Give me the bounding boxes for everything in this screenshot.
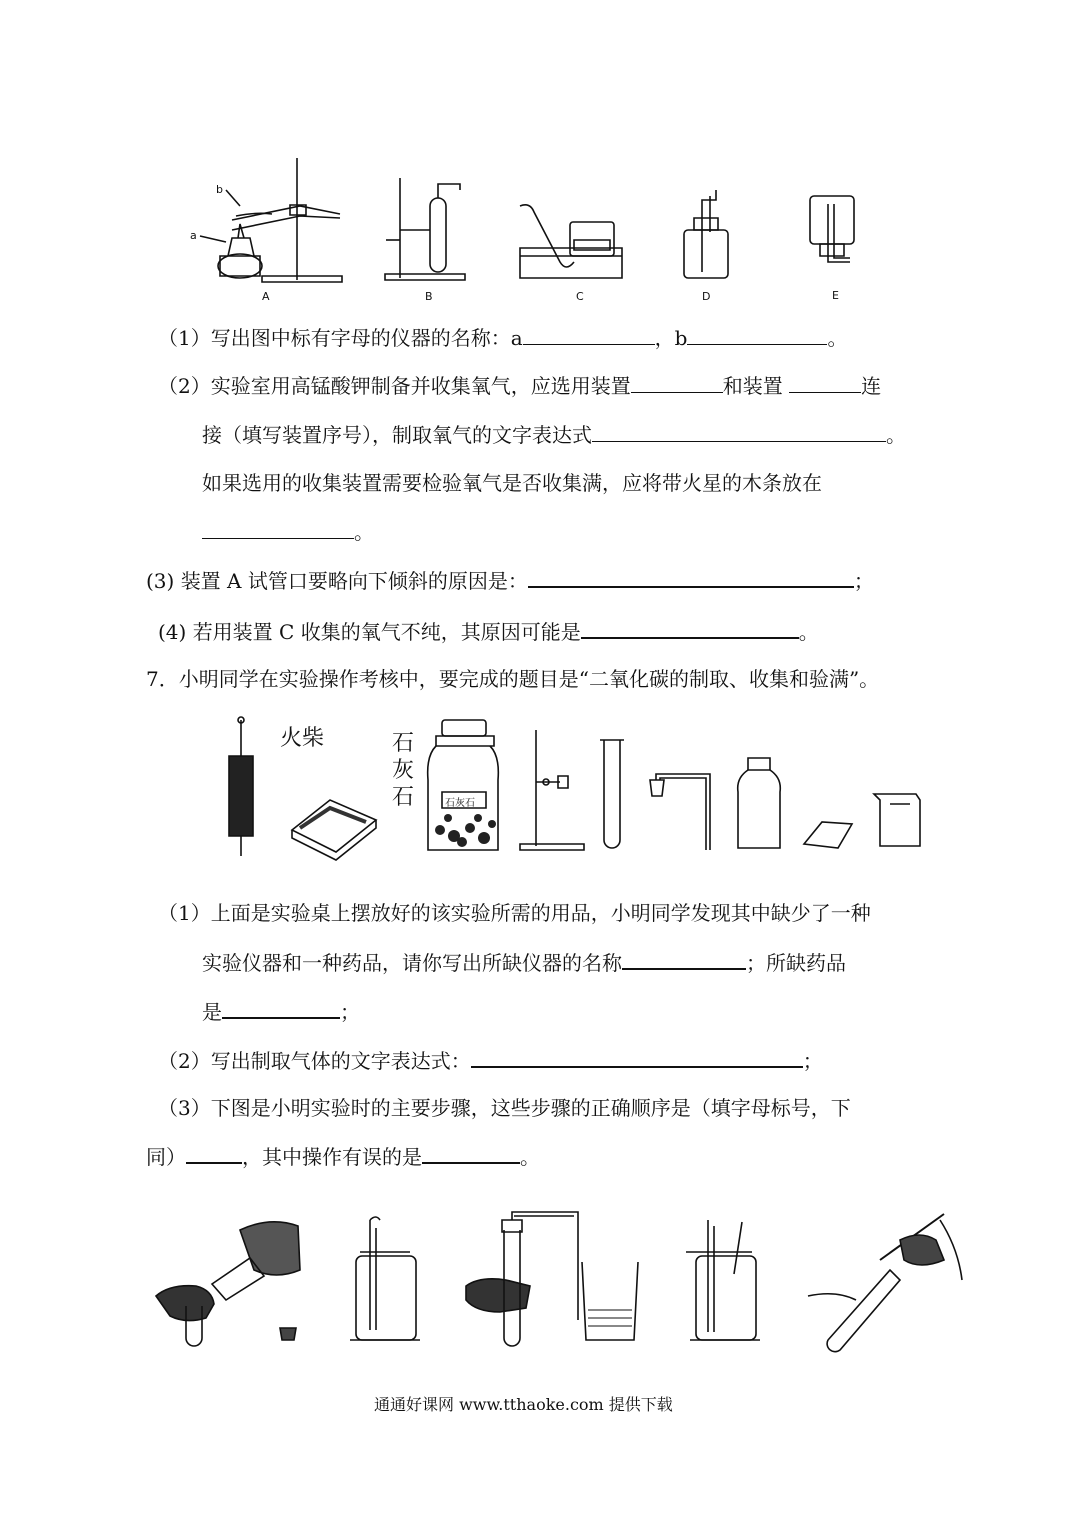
apparatus-b — [385, 178, 465, 280]
collecting-jar-step-icon — [350, 1217, 420, 1340]
q7-p3-line2: 同） ，其中操作有误的是 。 — [146, 1142, 540, 1171]
q6-p4: (4) 若用装置 C 收集的氧气不纯，其原因可能是 。 — [158, 617, 819, 646]
q6-p2-line4: 。 — [202, 518, 374, 546]
blank-collector[interactable] — [789, 372, 861, 393]
stopper-delivery-tube-icon — [650, 774, 710, 850]
blank-wrong-step[interactable] — [422, 1142, 520, 1164]
q7-p1-line3: 是 ； — [202, 997, 360, 1026]
blank-tube-tilt-reason[interactable] — [528, 566, 854, 588]
jar-label: 石灰石 — [445, 798, 475, 809]
blank-co2-equation[interactable] — [471, 1046, 803, 1068]
lab-bench-items-figure — [0, 700, 1075, 860]
apparatus-d — [684, 190, 728, 278]
q7-p1-line2: 实验仪器和一种药品，请你写出所缺仪器的名称 ；所缺药品 — [202, 948, 846, 977]
blank-generator[interactable] — [631, 372, 723, 393]
q6-p2-line1: （2）实验室用高锰酸钾制备并收集氧气，应选用装置 和装置 连 — [158, 374, 882, 398]
label-B: B — [425, 290, 433, 303]
limestone-label: 石灰石 — [392, 731, 415, 810]
q6-p2-line3: 如果选用的收集装置需要检验氧气是否收集满，应将带火星的木条放在 — [202, 471, 822, 495]
label-C: C — [576, 290, 584, 303]
footer-text: 通通好课网 www.tthaoke.com 提供下载 — [374, 1395, 673, 1414]
label-D: D — [702, 290, 711, 303]
pouring-step-icon — [156, 1222, 300, 1346]
q6-p3: (3) 装置 A 试管口要略向下倾斜的原因是： ； — [146, 566, 874, 595]
blank-oxygen-equation[interactable] — [592, 421, 886, 442]
blank-b[interactable] — [687, 324, 827, 345]
blank-missing-reagent[interactable] — [222, 997, 340, 1019]
airtightness-check-step-icon — [466, 1212, 638, 1346]
blank-a[interactable] — [523, 324, 655, 345]
label-a: a — [190, 229, 197, 242]
label-A: A — [262, 290, 270, 303]
experiment-steps-figure — [0, 1200, 1075, 1360]
test-tube-brush-icon — [229, 717, 253, 856]
test-tube-icon — [600, 740, 624, 848]
blank-step-order[interactable] — [186, 1142, 242, 1164]
matches-label: 火柴 — [280, 726, 325, 751]
iron-stand-icon — [520, 730, 584, 850]
beaker-icon — [874, 794, 920, 846]
q7-intro: 7．小明同学在实验操作考核中，要完成的题目是“二氧化碳的制取、收集和验满”。 — [146, 667, 880, 691]
matchbox-icon — [292, 800, 376, 860]
gas-jar-icon — [738, 758, 781, 848]
q7-p1-line1: （1）上面是实验桌上摆放好的该实验所需的用品，小明同学发现其中缺少了一种 — [158, 901, 871, 925]
apparatus-figure-1 — [0, 0, 1075, 320]
q6-p1: （1）写出图中标有字母的仪器的名称：a ，b 。 — [158, 326, 848, 350]
q6-p2-line2: 接（填写装置序号），制取氧气的文字表达式 。 — [202, 423, 906, 447]
q7-p3-line1: （3）下图是小明实验时的主要步骤，这些步骤的正确顺序是（填字母标号，下 — [158, 1096, 851, 1120]
adding-liquid-step-icon — [808, 1214, 962, 1352]
apparatus-a — [200, 158, 342, 282]
blank-impure-reason[interactable] — [581, 617, 799, 639]
label-E: E — [832, 289, 839, 302]
label-b: b — [216, 183, 223, 196]
limestone-jar-icon — [428, 720, 499, 850]
apparatus-e — [810, 196, 854, 262]
q7-p2: （2）写出制取气体的文字表达式： ； — [158, 1046, 823, 1075]
blank-missing-instrument[interactable] — [622, 948, 746, 970]
blank-splint-position[interactable] — [202, 518, 354, 539]
checking-full-step-icon — [686, 1220, 760, 1340]
apparatus-c — [520, 205, 622, 278]
glass-plate-icon — [804, 822, 852, 848]
